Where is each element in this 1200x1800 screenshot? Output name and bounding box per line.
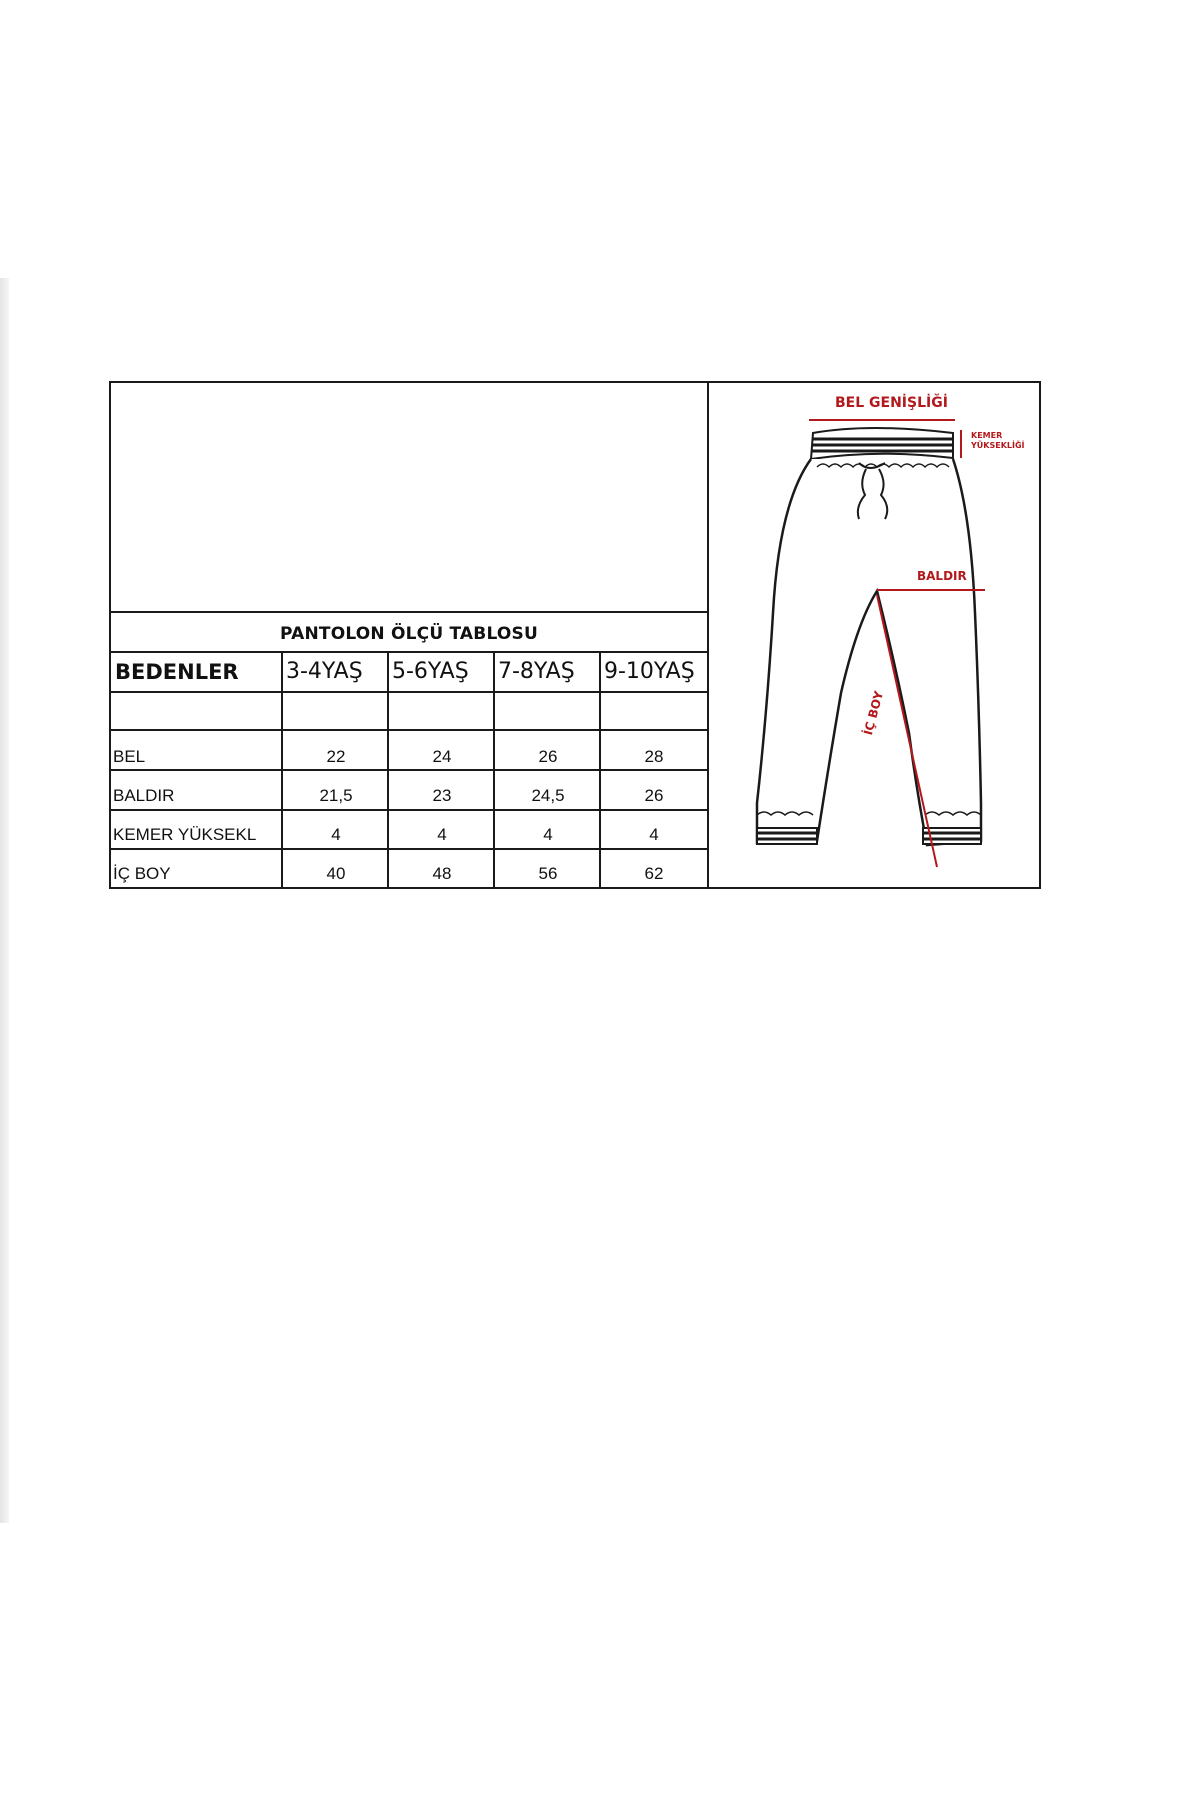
table-cell: 4 xyxy=(437,825,447,844)
row-label-bel: BEL xyxy=(113,747,146,766)
row-label-kemer: KEMER YÜKSEKL xyxy=(113,825,257,844)
scan-edge xyxy=(0,278,9,1523)
table-cell: 56 xyxy=(538,864,558,883)
column-divider xyxy=(281,651,283,887)
size-chart-sheet xyxy=(109,381,1041,889)
sizes-header-label: BEDENLER xyxy=(115,660,239,684)
row-label-ic-boy: İÇ BOY xyxy=(113,864,171,883)
table-cell: 4 xyxy=(543,825,553,844)
blank-header-box xyxy=(111,383,707,613)
label-waist-width: BEL GENİŞLİĞİ xyxy=(835,395,948,411)
label-waistband-height-line2: YÜKSEKLİĞİ xyxy=(971,441,1025,450)
table-cell: 22 xyxy=(326,747,346,766)
table-cell: 4 xyxy=(649,825,659,844)
column-divider xyxy=(387,651,389,887)
column-divider xyxy=(599,651,601,887)
row-divider xyxy=(111,729,707,731)
row-divider xyxy=(111,691,707,693)
table-cell: 23 xyxy=(432,786,452,805)
table-cell: 26 xyxy=(538,747,558,766)
table-cell: 4 xyxy=(331,825,341,844)
pants-sketch-icon xyxy=(709,383,1039,887)
measurement-diagram xyxy=(709,383,1039,887)
table-cell: 21,5 xyxy=(319,786,353,805)
row-label-baldir: BALDIR xyxy=(113,786,175,805)
table-cell: 48 xyxy=(432,864,452,883)
size-header-9-10: 9-10YAŞ xyxy=(604,659,695,684)
row-divider xyxy=(111,809,707,811)
table-cell: 40 xyxy=(326,864,346,883)
size-header-3-4: 3-4YAŞ xyxy=(286,659,363,684)
table-cell: 24 xyxy=(432,747,452,766)
label-inseam: İÇ BOY xyxy=(861,689,887,737)
table-cell: 28 xyxy=(644,747,664,766)
column-divider xyxy=(493,651,495,887)
table-title: PANTOLON ÖLÇÜ TABLOSU xyxy=(111,613,707,653)
table-cell: 62 xyxy=(644,864,664,883)
size-header-5-6: 5-6YAŞ xyxy=(392,659,469,684)
table-cell: 26 xyxy=(644,786,664,805)
row-divider xyxy=(111,848,707,850)
label-waistband-height-line1: KEMER xyxy=(971,431,1003,440)
table-cell: 24,5 xyxy=(531,786,565,805)
size-table xyxy=(111,383,709,887)
size-header-7-8: 7-8YAŞ xyxy=(498,659,575,684)
label-waistband-height xyxy=(971,431,1025,451)
label-calf: BALDIR xyxy=(917,569,967,583)
row-divider xyxy=(111,769,707,771)
pants-outline xyxy=(757,459,981,845)
